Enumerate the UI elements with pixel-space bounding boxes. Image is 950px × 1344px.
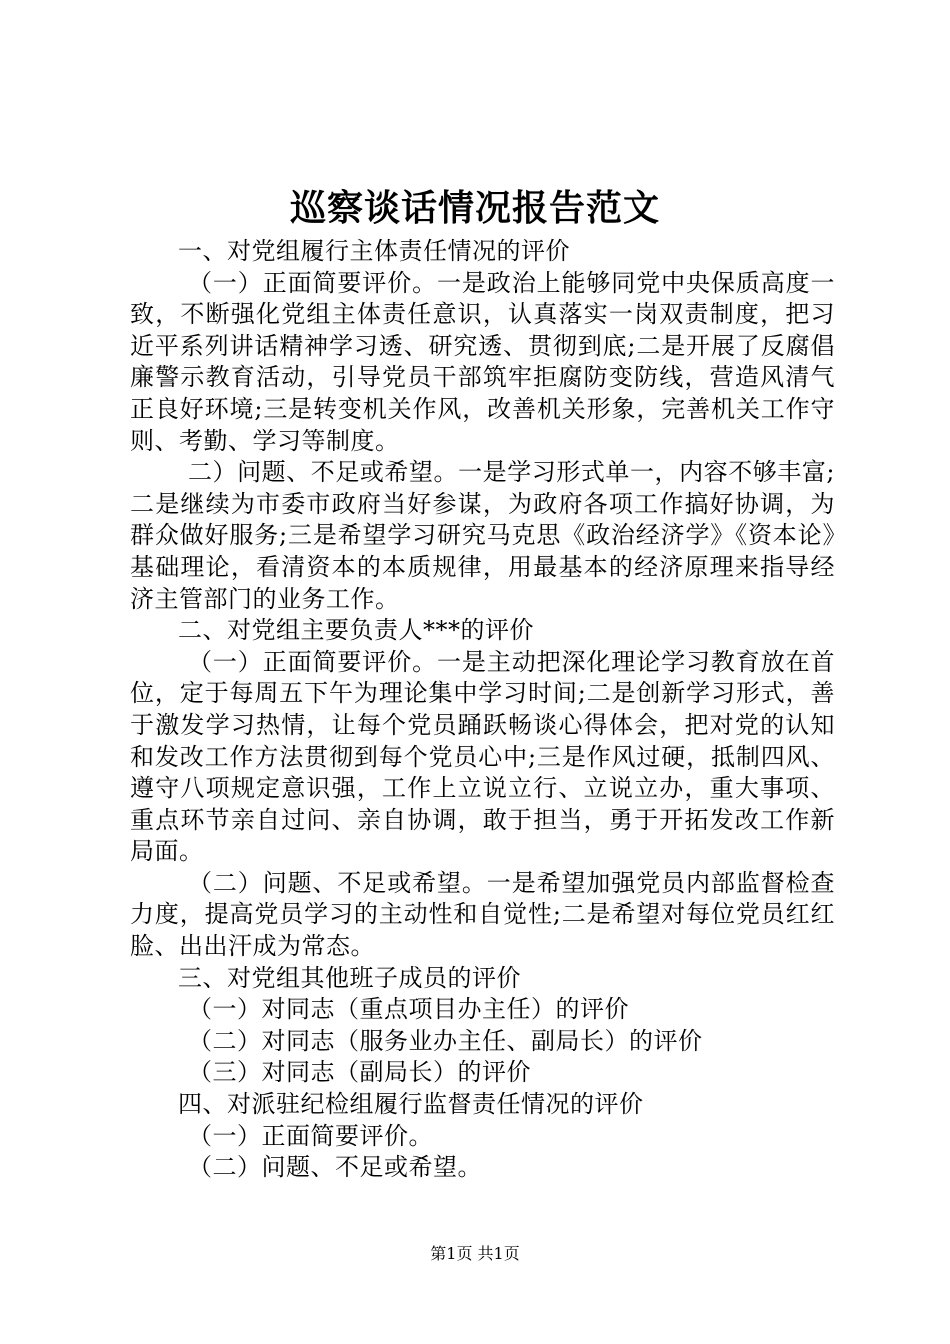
paragraph-2-1: （一）正面简要评价。一是主动把深化理论学习教育放在首位，定于每周五下午为理论集中学习时间;二是创新学习形式，善于激发学习热情，让每个党员踊跃畅谈心得体会，把对党的认知和发改工作方法贯彻到每个党员心中;三是作风过硬，抵制四风、遵守八项规定意识强，工作上立说立行、立说立办，重大事项、重点环节亲自过问、亲自协调，敢于担当，勇于开拓发改工作新局面。 bbox=[130, 647, 835, 866]
list-item-3-3: （三）对同志（副局长）的评价 bbox=[188, 1058, 531, 1087]
paragraph-1-2: 二）问题、不足或希望。一是学习形式单一，内容不够丰富;二是继续为市委市政府当好参谋，为政府各项工作搞好协调，为群众做好服务;三是希望学习研究马克思《政治经济学》《资本论》基础理论，看清资本的本质规律，用最基本的经济原理来指导经济主管部门的业务工作。 bbox=[130, 458, 835, 613]
section-heading-2: 二、对党组主要负责人***的评价 bbox=[178, 616, 534, 645]
section-heading-3: 三、对党组其他班子成员的评价 bbox=[178, 963, 521, 992]
section-heading-4: 四、对派驻纪检组履行监督责任情况的评价 bbox=[178, 1090, 644, 1119]
section-heading-1: 一、对党组履行主体责任情况的评价 bbox=[178, 237, 570, 265]
document-title: 巡察谈话情况报告范文 bbox=[289, 187, 660, 229]
document-body bbox=[130, 236, 835, 1184]
list-item-4-1: （一）正面简要评价。 bbox=[188, 1121, 433, 1150]
paragraph-1-1: （一）正面简要评价。一是政治上能够同党中央保质高度一致，不断强化党组主体责任意识，认真落实一岗双责制度，把习近平系列讲话精神学习透、研究透、贯彻到底;二是开展了反腐倡廉警示教育活动，引导党员干部筑牢拒腐防变防线，营造风清气正良好环境;三是转变机关作风，改善机关形象，完善机关工作守则、考勤、学习等制度。 bbox=[130, 268, 835, 455]
page-footer: 第1页 共1页 bbox=[430, 1244, 520, 1263]
list-item-4-2: （二）问题、不足或希望。 bbox=[188, 1153, 482, 1182]
paragraph-2-2: （二）问题、不足或希望。一是希望加强党员内部监督检查力度，提高党员学习的主动性和自觉性;二是希望对每位党员红红脸、出出汗成为常态。 bbox=[130, 868, 835, 961]
list-item-3-1: （一）对同志（重点项目办主任）的评价 bbox=[188, 995, 629, 1024]
list-item-3-2: （二）对同志（服务业办主任、副局长）的评价 bbox=[188, 1026, 703, 1055]
